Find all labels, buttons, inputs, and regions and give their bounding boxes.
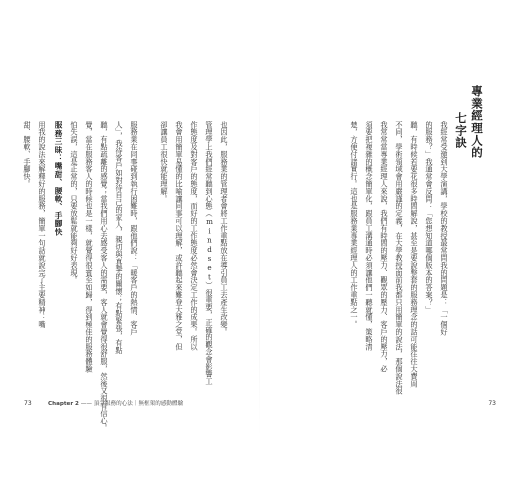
body-column: 服務業在同事碰到執行困難時，跟他們說：「暖客戶的熱情、客戶 — [130, 121, 139, 336]
chapter-heading-line-2: 七字訣 — [454, 112, 468, 149]
body-column: 不同，學術領域會用嚴謹的定義，在大學教授面前我都只用簡單的說法，那個說法很 — [395, 121, 404, 395]
body-column: 卻讓員工很快就能理解。 — [160, 121, 169, 203]
body-column: 管理學上我們經常聽到心態（mindset）很重要，正確的觀念會影響工 — [205, 121, 214, 386]
body-column: 聽，有點疏離的感覺；當我們用心去感受客人的需要，客人就會覺得很舒服，然後又很有信心。 — [100, 121, 109, 432]
section-subheading: 服務三昧：嘴甜、腰軟、手腳快 — [54, 121, 63, 236]
page-number: 73 — [24, 400, 32, 407]
page-number: 73 — [488, 400, 496, 407]
body-column: 用我的說法來解釋好的服務，簡單一句話就說完了主要精神：嘴 — [38, 121, 47, 329]
body-column: 覺，當在服務客人的時候也是一樣，就覺得很賓至如歸，得到極佳的服務體驗 — [85, 121, 94, 373]
right-page — [260, 0, 520, 500]
running-head-separator: —— — [80, 401, 92, 407]
body-column: 我會用簡單易懂的比喻讓同事可以理解，或許聽起來難登大雅之堂，但 — [175, 121, 184, 351]
body-column: 作態度及對客戶的態度，而好的工作態度必然會決定工作的成果。所以 — [190, 121, 199, 351]
body-column: 也因此，服務業的管理者會將工作重點放在導引員工去產生改變。 — [220, 121, 229, 336]
body-column: 楚，方便付諸實行。這也是服務業專業經理人的工作重點之一。 — [350, 121, 359, 329]
running-head-chapter: Chapter 2 — [48, 401, 79, 407]
running-head — [48, 399, 183, 407]
body-column: 人」，我待客戶如對待自己的家人，親切與真摯的關懷；有點緊張，有點 — [115, 121, 124, 355]
body-column: 我常常當專業經理人來說，我們有時間的壓力、觀眾的壓力、客戶的壓力，必 — [380, 121, 389, 373]
body-column: 須要把複雜的概念簡單化，跟員工溝通時必須讓他們一聽就懂，策略清 — [365, 121, 374, 351]
body-column: 聽，有時候若要花很多時間解說，甚至是要說整套的服務理念的話可能往往大費周 — [410, 121, 419, 388]
running-head-title: 頂尖服務的心法｜無框架的感動體驗 — [93, 401, 184, 407]
body-column: 的服務？」我通常會反問：「您想知道哪個版本的答案？」 — [425, 121, 434, 314]
chapter-heading-line-1: 專業經理人的 — [470, 85, 484, 159]
body-column: 我經常受邀到大學演講，學校的教授最常問我的問題是：「一個好 — [440, 121, 449, 336]
body-column: 甜、腰軟、手腳快。 — [23, 121, 32, 188]
body-column: 怕失誤，這是正常的，只要放鬆就能夠好好表現。 — [70, 121, 79, 284]
